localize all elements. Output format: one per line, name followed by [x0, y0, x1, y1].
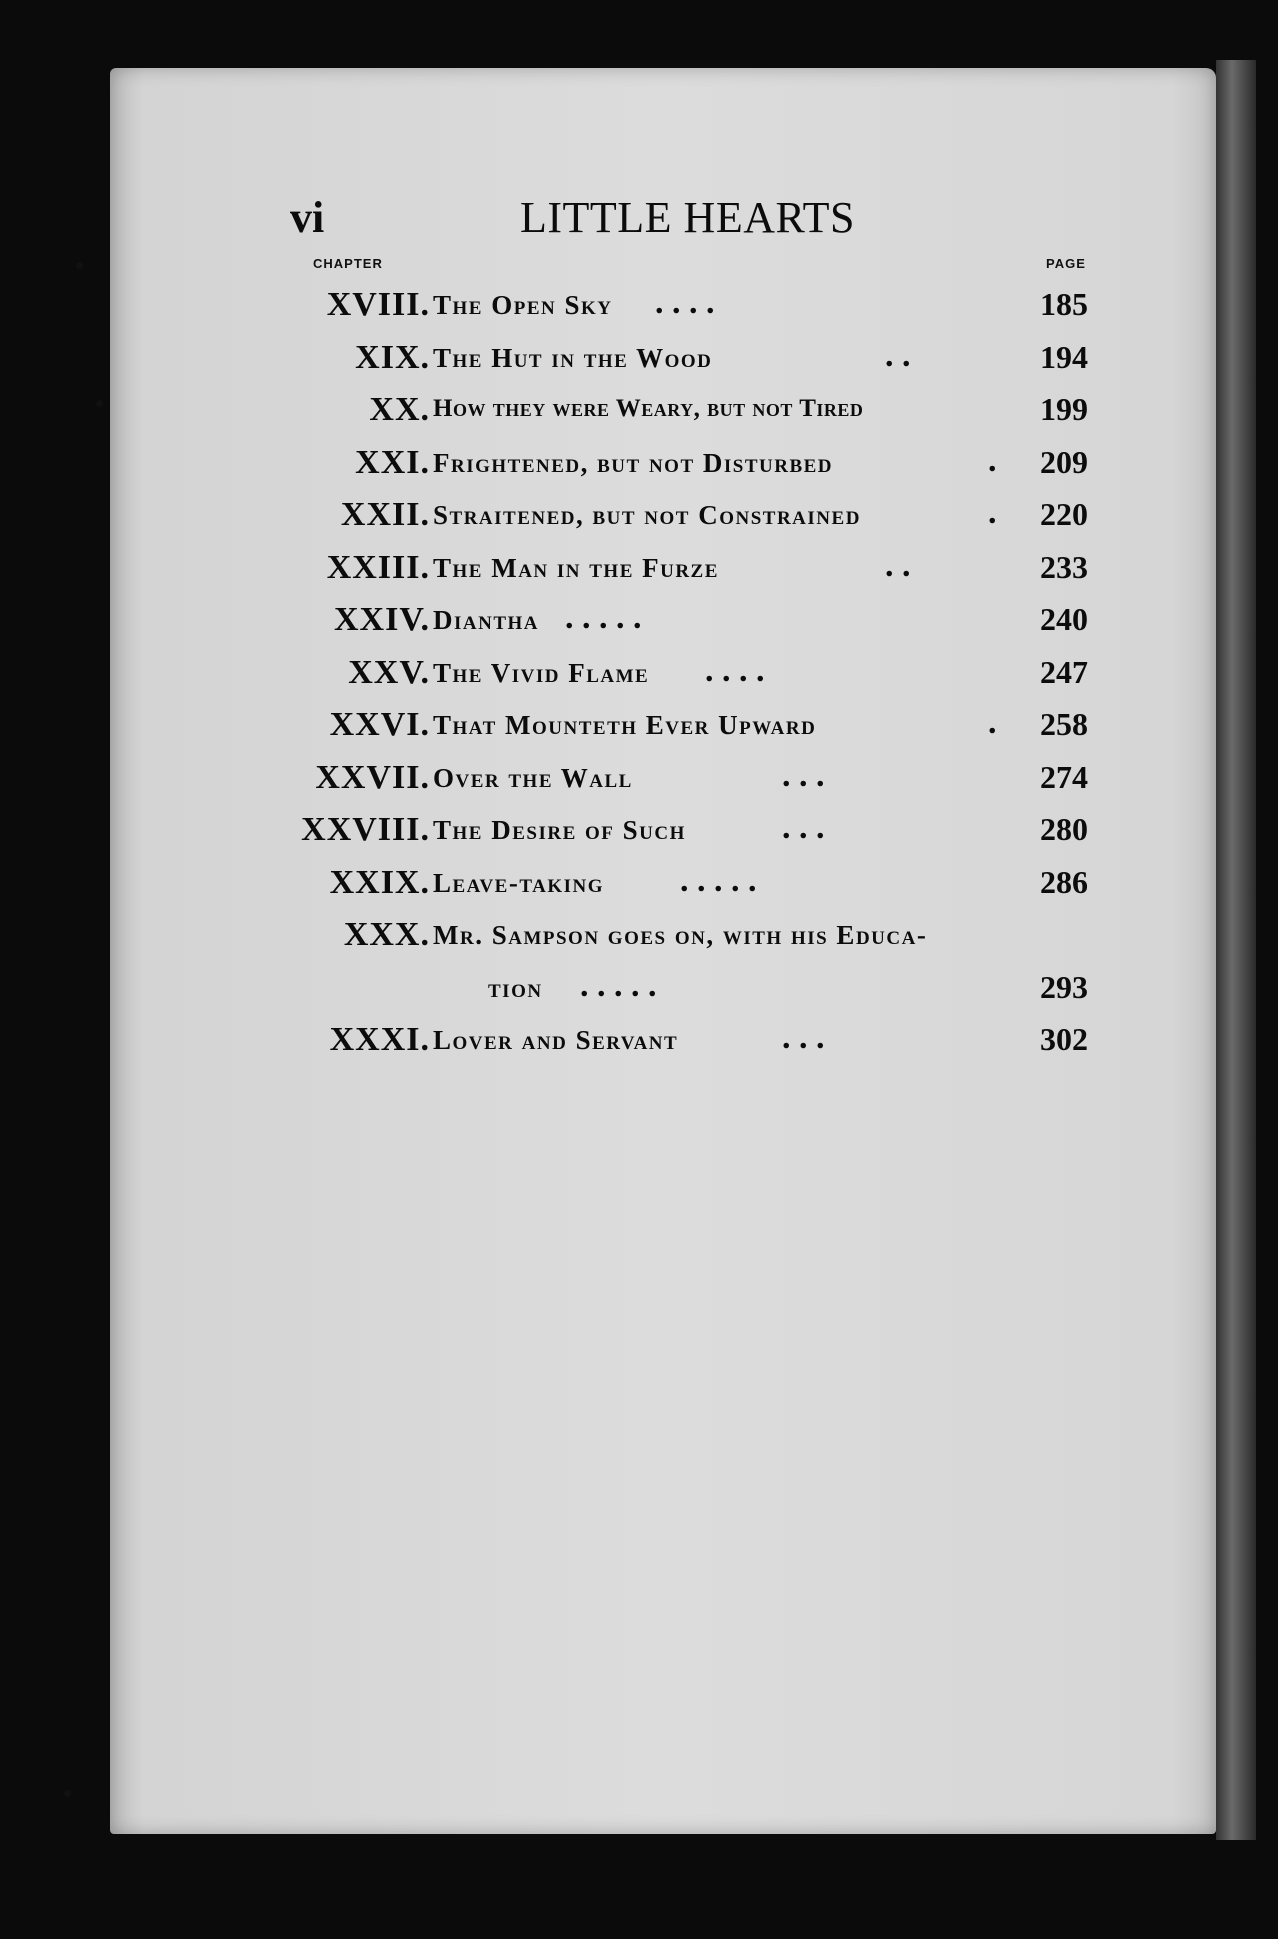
scan-speck: [96, 400, 103, 407]
dot-leaders: . . .: [782, 809, 825, 846]
running-title: LITTLE HEARTS: [520, 193, 856, 242]
dot-leaders: . .: [885, 336, 911, 374]
chapter-title: tion: [488, 972, 543, 1003]
scan-speck: [64, 1790, 71, 1797]
chapter-number: XIX.: [355, 338, 430, 376]
chapter-title: The Desire of Such: [433, 815, 686, 845]
column-heading-page: PAGE: [1046, 256, 1086, 271]
chapter-title: Diantha: [433, 605, 540, 635]
chapter-title: The Man in the Furze: [433, 552, 719, 583]
chapter-number: XXII.: [340, 496, 430, 533]
toc-row: [0, 595, 1278, 648]
page-number: 286: [1040, 863, 1088, 900]
chapter-number: XXVIII.: [301, 811, 430, 848]
toc-row: [0, 438, 1278, 491]
table-of-contents: [0, 280, 1278, 1068]
toc-row: [0, 910, 1278, 963]
chapter-number: XXXI.: [329, 1021, 430, 1058]
chapter-number: XXI.: [355, 443, 430, 481]
dot-leaders: .: [988, 441, 997, 479]
chapter-title: Straitened, but not Constrained: [433, 500, 861, 530]
chapter-number: XXVI.: [329, 706, 430, 743]
toc-row: [0, 280, 1278, 333]
chapter-number: XXIII.: [326, 548, 430, 586]
toc-row: [0, 858, 1278, 911]
chapter-number: XXVII.: [315, 758, 430, 796]
dot-leaders: . . . . .: [580, 966, 657, 1004]
page-number: 302: [1040, 1021, 1088, 1057]
toc-row: [0, 490, 1278, 543]
chapter-title: The Hut in the Wood: [433, 342, 713, 373]
toc-row: [0, 753, 1278, 806]
toc-row: [0, 385, 1278, 438]
dot-leaders: . . .: [782, 1019, 825, 1056]
chapter-title: The Open Sky: [433, 290, 613, 320]
page-number: 247: [1040, 653, 1088, 690]
chapter-title: The Vivid Flame: [433, 657, 650, 688]
scan-speck: [76, 262, 83, 269]
page-header: [290, 192, 1090, 252]
dot-leaders: . . . .: [705, 651, 765, 689]
chapter-title: Frightened, but not Disturbed: [433, 447, 834, 478]
page-number: 274: [1040, 758, 1088, 795]
chapter-title: That Mounteth Ever Upward: [433, 710, 817, 740]
page-number: 194: [1040, 338, 1088, 375]
chapter-title: Lover and Servant: [433, 1025, 679, 1055]
page-number: 199: [1040, 391, 1088, 427]
chapter-title: Mr. Sampson goes on, with his Educa-: [433, 920, 928, 950]
chapter-title: Leave-taking: [433, 867, 604, 898]
page-number: 240: [1040, 601, 1088, 637]
toc-row-continuation: [0, 963, 1278, 1016]
toc-row: [0, 1015, 1278, 1068]
page-number: 258: [1040, 706, 1088, 742]
column-heading-chapter: CHAPTER: [313, 256, 383, 271]
page-number: 233: [1040, 548, 1088, 585]
page-number: 209: [1040, 443, 1088, 480]
dot-leaders: . .: [885, 546, 911, 584]
chapter-number: XXIV.: [333, 601, 430, 638]
page-number: 280: [1040, 811, 1088, 847]
chapter-number: XXX.: [343, 916, 430, 953]
chapter-number: XXIX.: [329, 863, 430, 901]
toc-row: [0, 805, 1278, 858]
dot-leaders: .: [988, 704, 997, 741]
page-folio: vi: [290, 193, 325, 242]
chapter-number: XVIII.: [326, 286, 430, 323]
page-number: 293: [1040, 968, 1088, 1005]
toc-row: [0, 648, 1278, 701]
chapter-title: How they were Weary, but not Tired: [433, 395, 864, 422]
page-number: 220: [1040, 496, 1088, 532]
dot-leaders: . . . . .: [565, 599, 642, 636]
chapter-number: XX.: [369, 391, 430, 428]
toc-row: [0, 700, 1278, 753]
dot-leaders: .: [988, 494, 997, 531]
toc-row: [0, 543, 1278, 596]
toc-row: [0, 333, 1278, 386]
page-number: 185: [1040, 286, 1088, 322]
chapter-number: XXV.: [348, 653, 430, 691]
dot-leaders: . . .: [782, 756, 825, 794]
dot-leaders: . . . .: [655, 284, 715, 321]
chapter-title: Over the Wall: [433, 762, 633, 793]
dot-leaders: . . . . .: [680, 861, 757, 899]
